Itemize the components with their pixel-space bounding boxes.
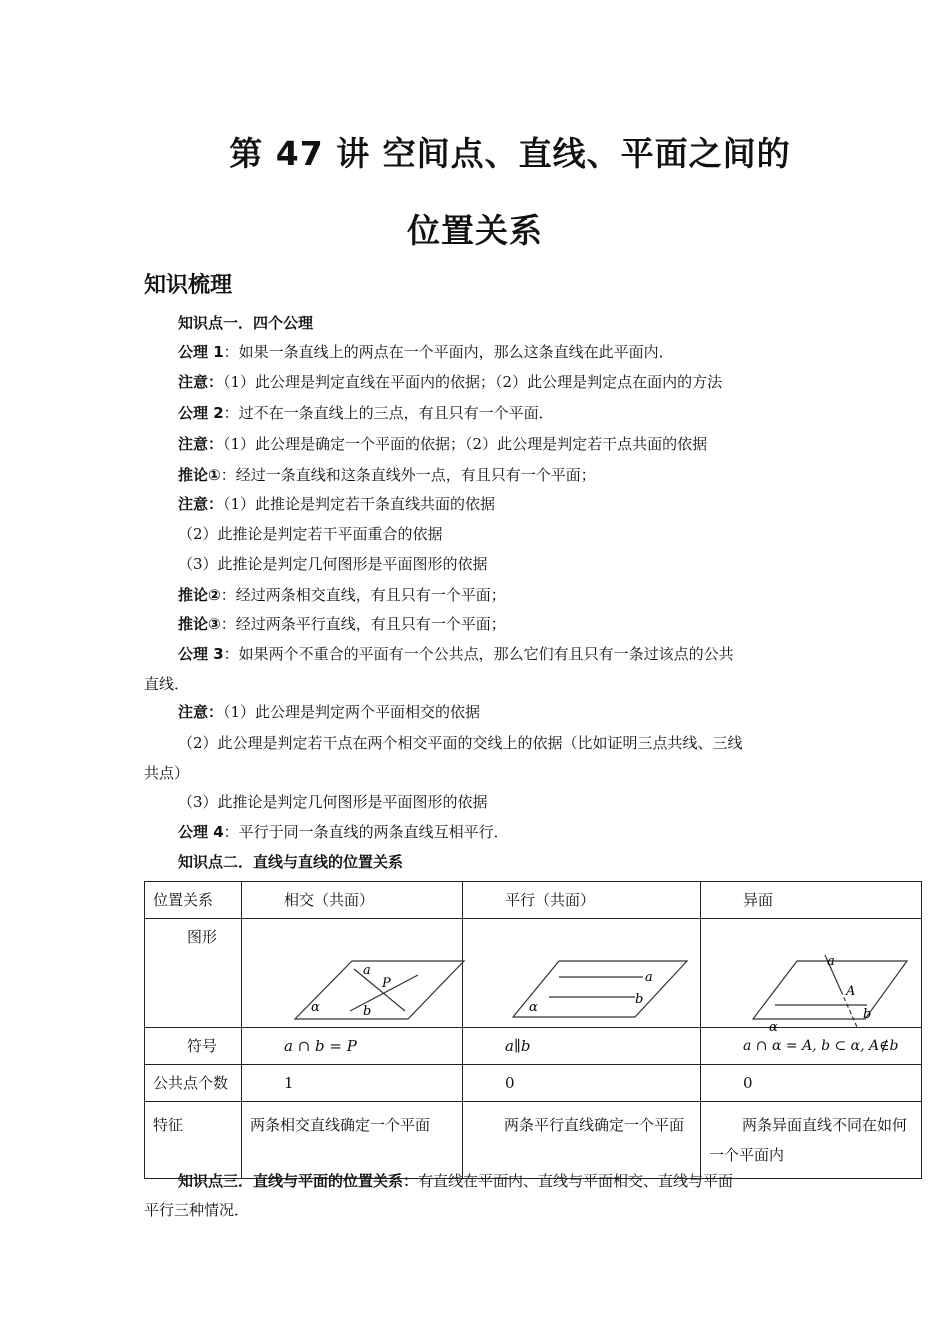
symbol-intersect-cell [242, 1028, 463, 1065]
label-alpha: α [529, 1000, 538, 1015]
label-alpha: α [769, 1020, 778, 1035]
table-row [145, 1102, 922, 1179]
cor1-text: ：经过一条直线和这条直线外一点，有且只有一个平面； [220, 466, 596, 484]
header-skew [701, 882, 922, 919]
kp2-heading: 知识点二．直线与直线的位置关系 [178, 853, 404, 871]
count-label-cell [145, 1065, 242, 1102]
note3 [178, 494, 495, 514]
figure-label: 图形 [187, 928, 218, 946]
count-parallel-cell [463, 1065, 701, 1102]
feature-skew-cell [701, 1102, 922, 1179]
symbol-skew: a ∩ α = A, b ⊂ α, A∉b [743, 1038, 899, 1054]
header-parallel-text: 平行（共面） [505, 891, 596, 909]
label-a: a [363, 963, 371, 978]
axiom4 [178, 822, 509, 842]
cor1-label: 推论① [178, 466, 221, 484]
note2-label: 注意： [178, 435, 224, 453]
cor2-text: ：经过两条相交直线，有且只有一个平面； [220, 586, 506, 604]
corollary2 [178, 585, 506, 605]
figure-intersect-cell [242, 919, 463, 1028]
label-A: A [846, 984, 856, 999]
axiom1 [178, 342, 674, 362]
note3-text: （1）此推论是判定若干条直线共面的依据 [223, 495, 496, 513]
note4 [178, 702, 480, 722]
feature-label: 特征 [153, 1116, 184, 1134]
feature-skew: 两条异面直线不同在如何一个平面内 [709, 1116, 908, 1164]
note4-item2-cont: 共点） [144, 764, 190, 782]
cor3-label: 推论③ [178, 615, 221, 633]
note4-label: 注意： [178, 703, 224, 721]
axiom2-label: 公理 2 [178, 404, 224, 422]
plane-parallelogram [753, 961, 907, 1019]
header-relation-text: 位置关系 [153, 891, 214, 909]
label-P: P [382, 976, 391, 991]
label-a: a [645, 970, 653, 985]
axiom3-text: ：如果两个不重合的平面有一个公共点，那么它们有且只有一条过该点的公共 [223, 645, 734, 663]
corollary1 [178, 465, 596, 485]
kp1-heading: 知识点一．四个公理 [178, 314, 314, 332]
symbol-label: 符号 [187, 1037, 218, 1055]
table-row [145, 1028, 922, 1065]
symbol-intersect: a ∩ b = P [284, 1037, 357, 1055]
axiom4-text: ：平行于同一条直线的两条直线互相平行． [223, 823, 509, 841]
axiom3-label: 公理 3 [178, 645, 224, 663]
axiom1-text: ：如果一条直线上的两点在一个平面内，那么这条直线在此平面内． [223, 343, 674, 361]
symbol-skew-cell [701, 1028, 922, 1065]
count-skew-cell [701, 1065, 922, 1102]
label-b: b [635, 992, 644, 1007]
note1 [178, 372, 722, 392]
note3-label: 注意： [178, 495, 224, 513]
symbol-parallel-cell [463, 1028, 701, 1065]
line-relation-table [144, 881, 922, 1179]
note1-text: （1）此公理是判定直线在平面内的依据；（2）此公理是判定点在面内的方法 [223, 373, 723, 391]
corollary3 [178, 614, 506, 634]
intersecting-lines-figure [242, 919, 462, 1025]
header-intersect-text: 相交（共面） [284, 891, 375, 909]
axiom4-label: 公理 4 [178, 823, 224, 841]
label-b: b [363, 1004, 372, 1019]
note1-label: 注意： [178, 373, 224, 391]
axiom2 [178, 403, 554, 423]
parallel-lines-figure [463, 919, 700, 1025]
axiom2-text: ：过不在一条直线上的三点，有且只有一个平面． [223, 404, 554, 422]
label-b: b [863, 1007, 872, 1022]
note4-item2: （2）此公理是判定若干点在两个相交平面的交线上的依据（比如证明三点共线、三线 [178, 734, 743, 752]
header-parallel [463, 882, 701, 919]
figure-skew-cell [701, 919, 922, 1035]
note2-text: （1）此公理是确定一个平面的依据；（2）此公理是判定若干点共面的依据 [223, 435, 708, 453]
table-row [145, 882, 922, 919]
feature-parallel-cell [463, 1102, 701, 1179]
kp3-text: 有直线在平面内、直线与平面相交、直线与平面 [418, 1172, 734, 1190]
note4-text: （1）此公理是判定两个平面相交的依据 [223, 703, 481, 721]
plane-parallelogram [513, 961, 687, 1017]
header-intersect [242, 882, 463, 919]
header-relation [145, 882, 242, 919]
skew-lines-figure [701, 919, 921, 1035]
figure-label-cell [145, 919, 242, 1028]
page-title-line2: 位置关系 [407, 211, 543, 250]
note2 [178, 434, 707, 454]
label-alpha: α [311, 1000, 320, 1015]
note3-item2: （2）此推论是判定若干平面重合的依据 [178, 525, 443, 543]
symbol-label-cell [145, 1028, 242, 1065]
feature-intersect: 两条相交直线确定一个平面 [250, 1116, 431, 1134]
header-skew-text: 异面 [743, 891, 774, 909]
axiom3 [178, 644, 734, 664]
cor2-label: 推论② [178, 586, 221, 604]
table-row [145, 1065, 922, 1102]
axiom1-label: 公理 1 [178, 343, 224, 361]
axiom3-cont: 直线． [144, 675, 190, 693]
count-intersect-cell [242, 1065, 463, 1102]
count-skew: 0 [743, 1074, 753, 1092]
feature-intersect-cell [242, 1102, 463, 1179]
count-label: 公共点个数 [153, 1074, 229, 1092]
cor3-text: ：经过两条平行直线，有且只有一个平面； [220, 615, 506, 633]
count-intersect: 1 [284, 1074, 294, 1092]
section-title: 知识梳理 [144, 273, 233, 298]
kp3 [178, 1171, 733, 1191]
label-a: a [827, 954, 835, 969]
note3-item3: （3）此推论是判定几何图形是平面图形的依据 [178, 555, 488, 573]
table-row [145, 919, 922, 1028]
symbol-parallel: a∥b [505, 1037, 531, 1055]
note4-item3: （3）此推论是判定几何图形是平面图形的依据 [178, 793, 488, 811]
page-title-line1: 第 47 讲 空间点、直线、平面之间的 [229, 134, 791, 173]
feature-parallel: 两条平行直线确定一个平面 [504, 1116, 685, 1134]
kp3-cont: 平行三种情况． [144, 1201, 250, 1219]
count-parallel: 0 [505, 1074, 515, 1092]
feature-label-cell [145, 1102, 242, 1179]
figure-parallel-cell [463, 919, 701, 1028]
kp3-heading: 知识点三．直线与平面的位置关系： [178, 1172, 419, 1190]
